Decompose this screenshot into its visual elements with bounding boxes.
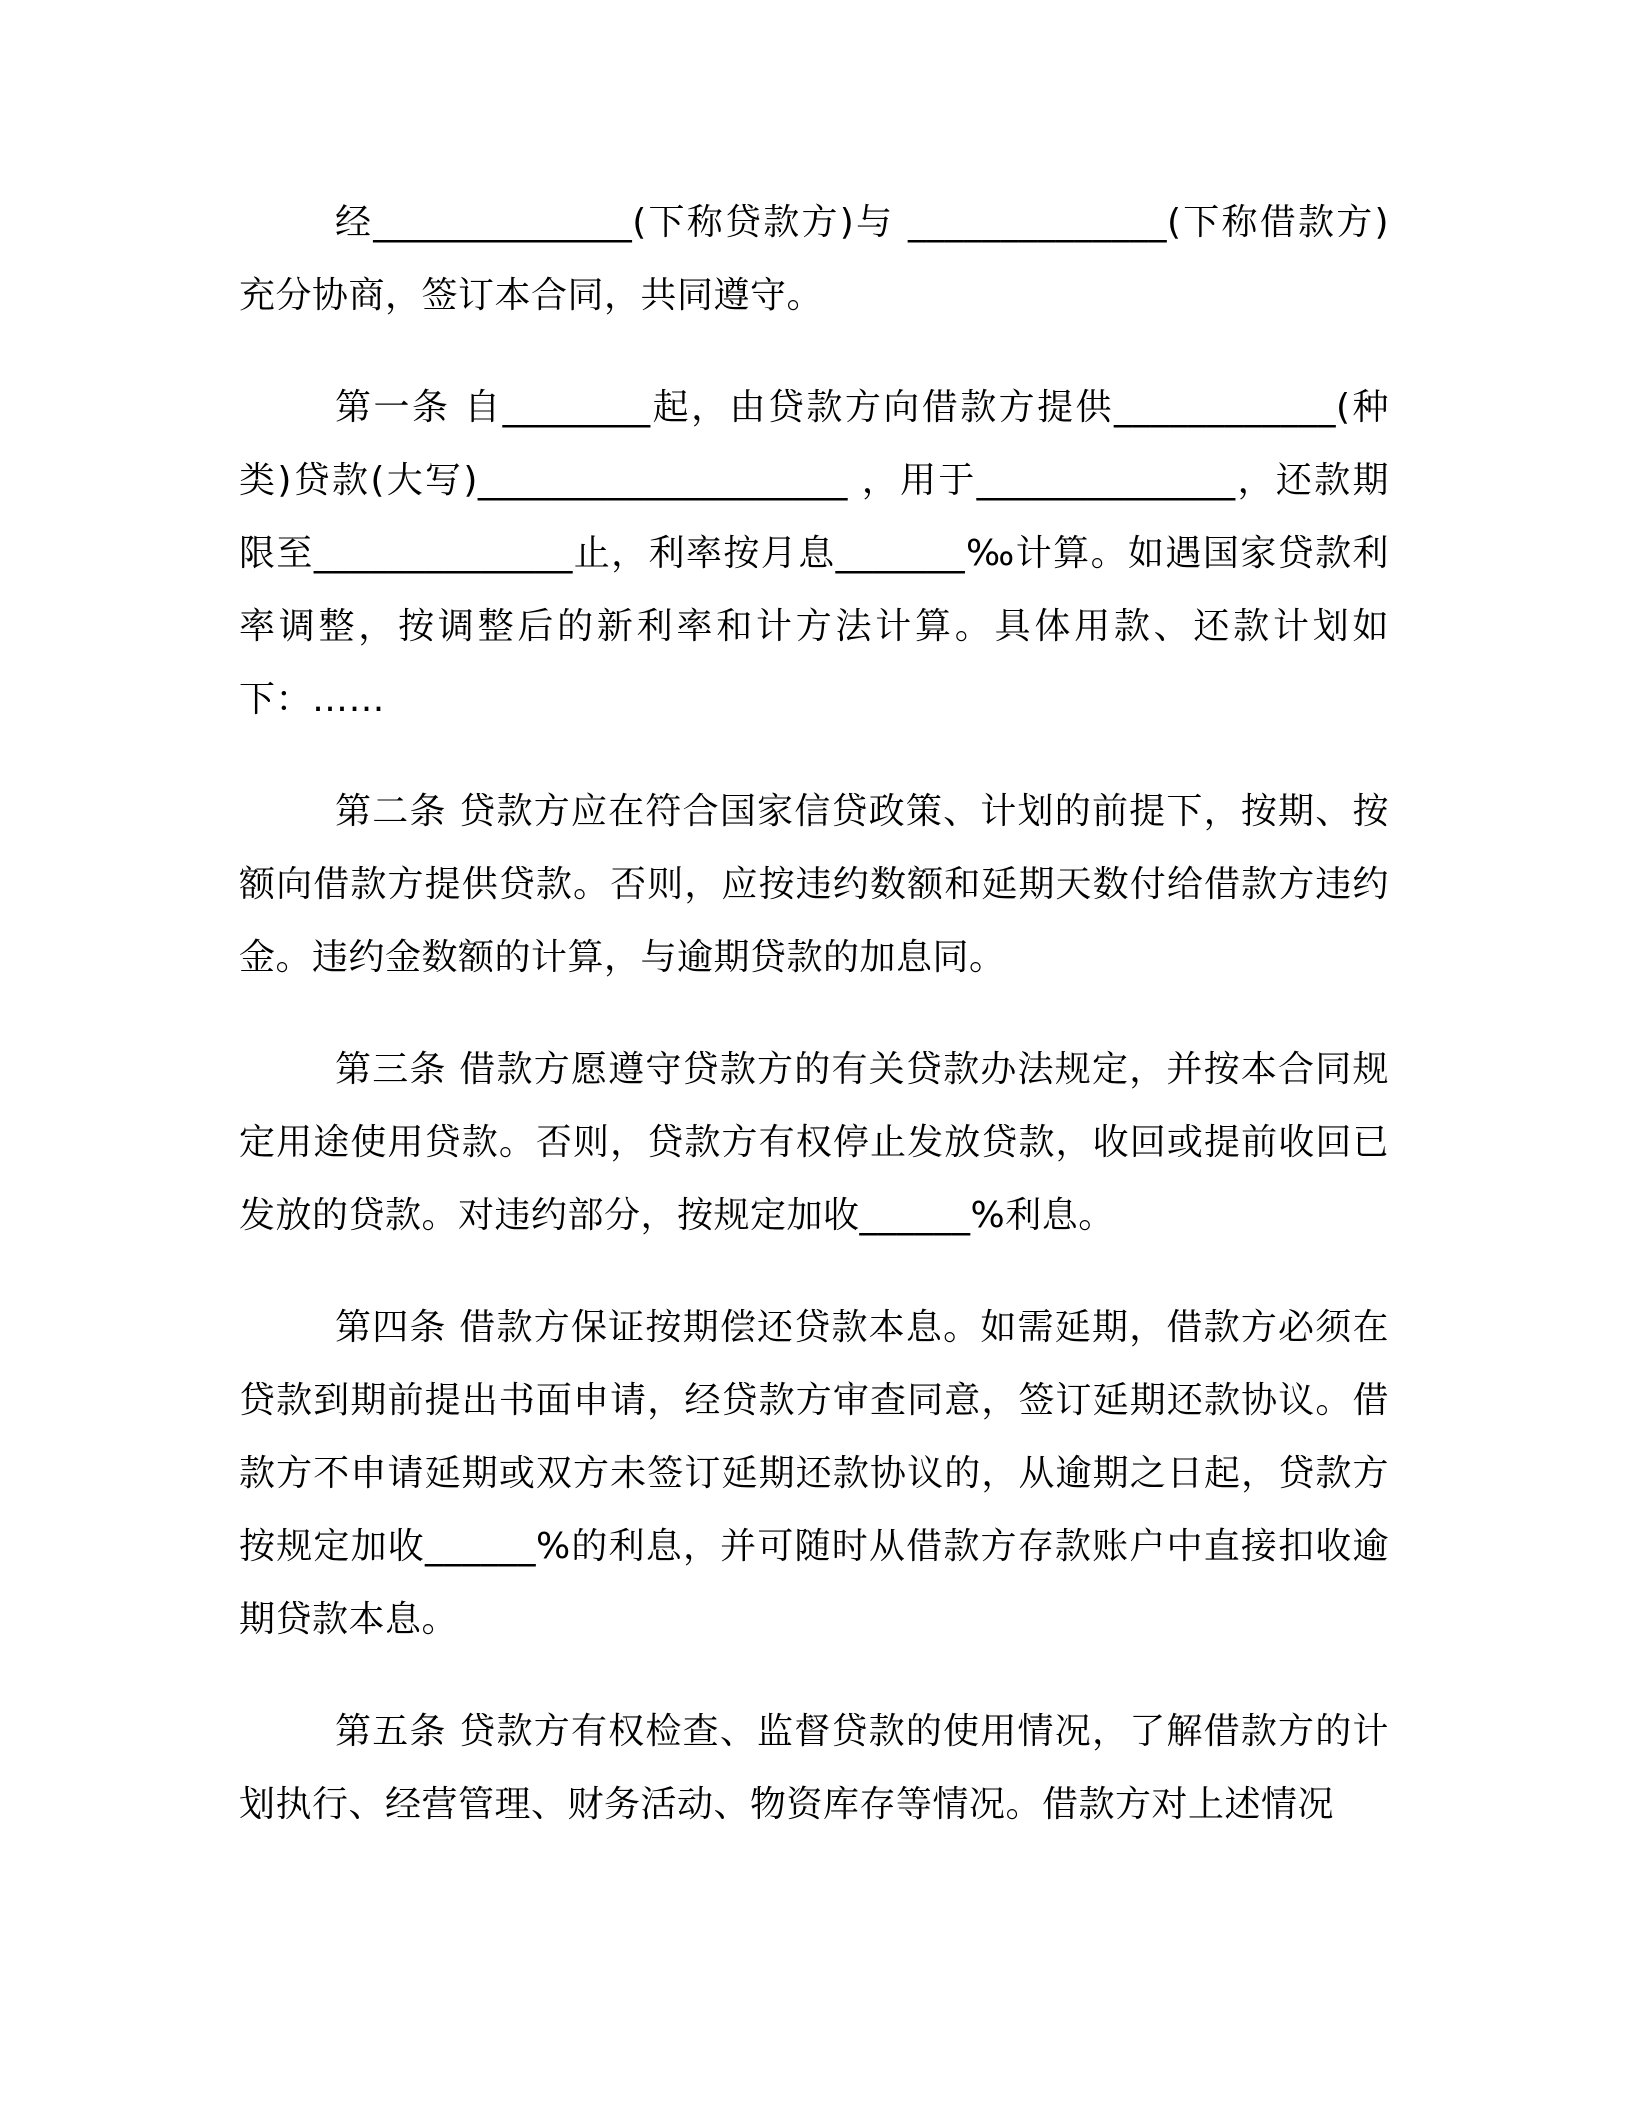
preamble-paragraph: 经______________(下称贷款方)与 ______________(下称借款方)充分协商，签订本合同，共同遵守。 — [239, 202, 1389, 316]
article-4-paragraph: 第四条 借款方保证按期偿还贷款本息。如需延期，借款方必须在贷款到期前提出书面申请，经贷款方审查同意，签订延期还款协议。借款方不申请延期或双方未签订延期还款协议的，从逾期之日起，贷款方按规定加收______%的利息，并可随时从借款方存款账户中直接扣收逾期贷款本息。 — [239, 1307, 1389, 1640]
article-5-paragraph: 第五条 贷款方有权检查、监督贷款的使用情况，了解借款方的计划执行、经营管理、财务活动、物资库存等情况。借款方对上述情况 — [239, 1711, 1389, 1825]
article-1-paragraph: 第一条 自________起，由贷款方向借款方提供____________(种类)贷款(大写)____________________ ，用于______________，还款期限至______________止，利率按月息_______‰计算。如遇国家贷款利率调整，按调整后的新利率和计方法计算。具体用款、还款计划如下：…… — [239, 387, 1389, 720]
contract-body — [239, 186, 1389, 1841]
article-3-paragraph: 第三条 借款方愿遵守贷款方的有关贷款办法规定，并按本合同规定用途使用贷款。否则，贷款方有权停止发放贷款，收回或提前收回已发放的贷款。对违约部分，按规定加收______%利息。 — [239, 1049, 1389, 1236]
article-2-paragraph: 第二条 贷款方应在符合国家信贷政策、计划的前提下，按期、按额向借款方提供贷款。否则，应按违约数额和延期天数付给借款方违约金。违约金数额的计算，与逾期贷款的加息同。 — [239, 791, 1389, 978]
